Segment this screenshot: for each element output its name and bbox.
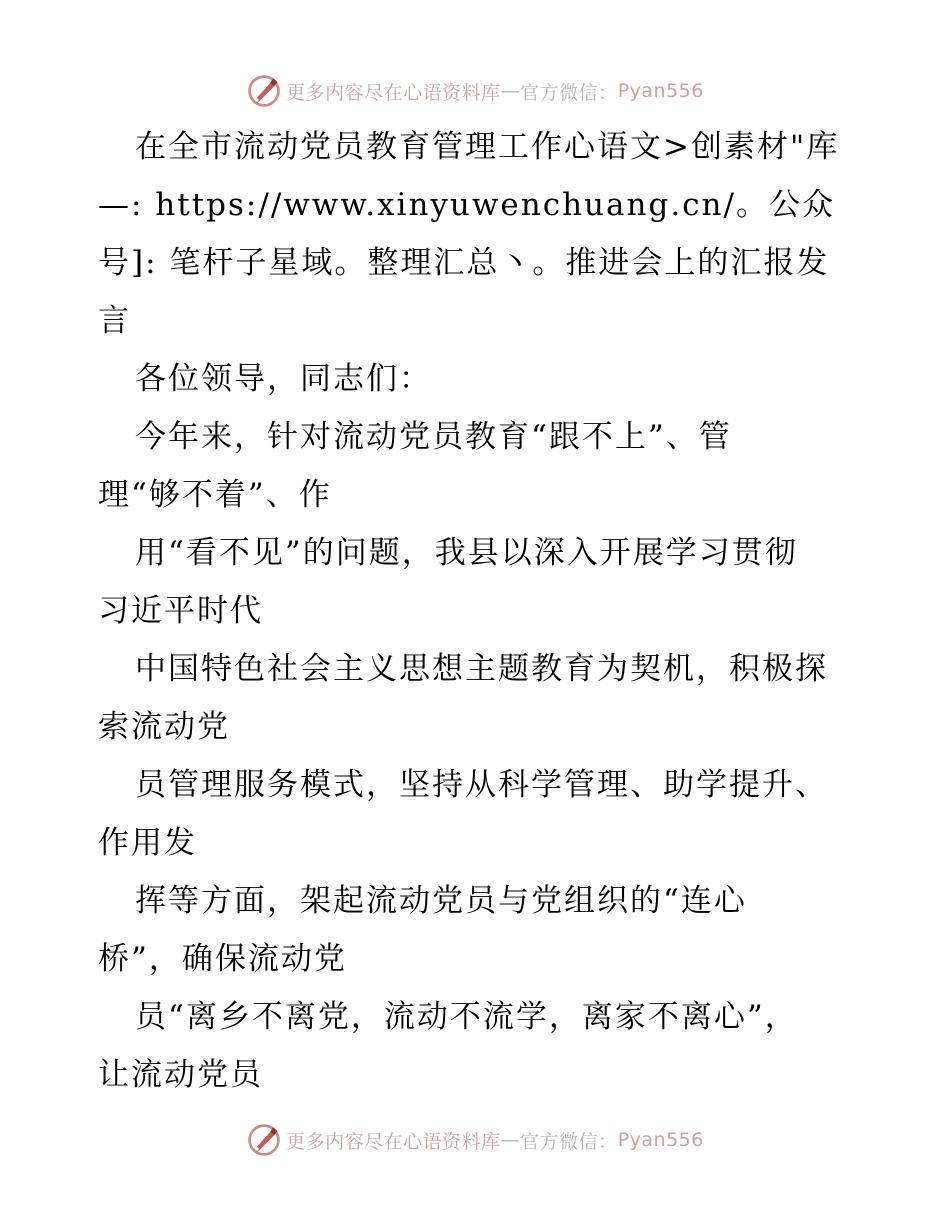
watermark-wechat-id: Pyan556 [617, 80, 704, 102]
text-line: 中国特色社会主义思想主题教育为契机，积极探 [135, 651, 828, 687]
text-line: 让流动党员 [98, 1057, 263, 1093]
header-watermark [0, 71, 950, 111]
pen-logo-icon [246, 73, 282, 109]
text-line: 在全市流动党员教育管理工作心语文>创素材"库 [135, 129, 840, 165]
watermark-dash: — [500, 80, 521, 102]
text-line: 今年来，针对流动党员教育“跟不上”、管 [135, 419, 732, 455]
text-line: 言 [98, 303, 131, 339]
text-line: 习近平时代 [98, 593, 263, 629]
text-line: 号]: 笔杆子星域。整理汇总丶。推进会上的汇报发 [98, 245, 830, 281]
watermark-wechat-label: 官方微信： [520, 81, 618, 104]
text-line: 用“看不见”的问题，我县以深入开展学习贯彻 [135, 535, 798, 571]
text-line: 作用发 [98, 825, 197, 861]
text-line: 员“离乡不离党，流动不流学，离家不离心”， [135, 999, 798, 1035]
text-line: 员管理服务模式，坚持从科学管理、助学提升、 [135, 767, 828, 803]
pen-logo-icon [246, 1122, 282, 1158]
text-line: 挥等方面，架起流动党员与党组织的“连心 [135, 883, 747, 919]
watermark-dash: — [500, 1129, 521, 1151]
watermark-text: 更多内容尽在心语资料库 [286, 81, 501, 104]
text-line: 桥”，确保流动党 [98, 941, 347, 977]
text-line: —: https://www.xinyuwenchuang.cn/。公众 [98, 187, 835, 223]
text-line: 索流动党 [98, 709, 230, 745]
watermark-text: 更多内容尽在心语资料库 [286, 1130, 501, 1153]
text-line: 理“够不着”、作 [98, 477, 332, 513]
watermark-wechat-label: 官方微信： [520, 1130, 618, 1153]
footer-watermark [0, 1120, 950, 1160]
text-line: 各位领导，同志们： [135, 361, 432, 397]
watermark-wechat-id: Pyan556 [617, 1129, 704, 1151]
